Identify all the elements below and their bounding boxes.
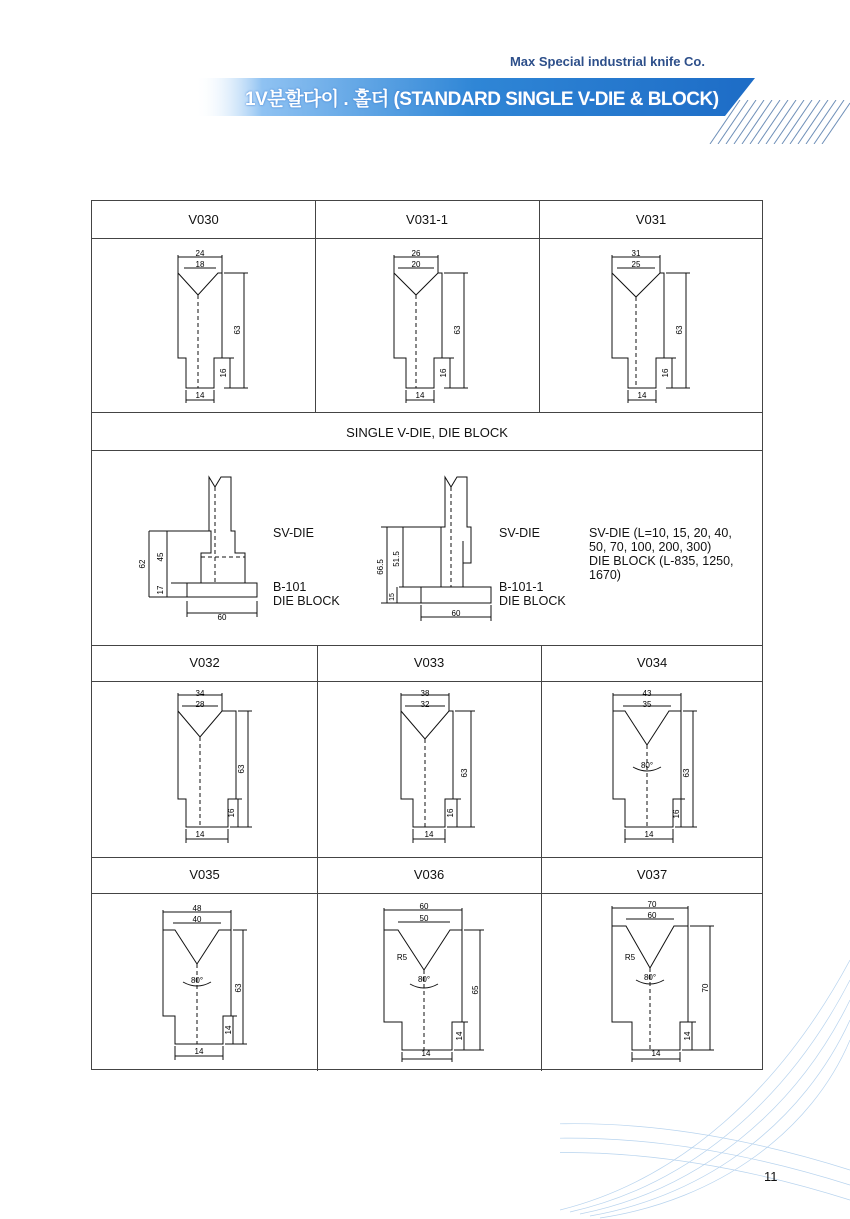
drawing-sv-die-b101 — [135, 465, 275, 625]
dim-w1: 31 — [631, 249, 641, 258]
title-v036: V036 — [413, 867, 445, 882]
svg-text:62: 62 — [138, 559, 147, 569]
svg-text:60: 60 — [647, 911, 657, 920]
drawing-v031 — [590, 245, 710, 410]
svg-text:14: 14 — [644, 830, 654, 839]
title-single-v-die: SINGLE V-DIE, DIE BLOCK — [346, 425, 508, 440]
svg-text:80°: 80° — [417, 975, 431, 984]
svg-text:38: 38 — [420, 689, 430, 698]
drawing-v031-1 — [370, 245, 490, 410]
label-sv-die-left: SV-DIE — [273, 526, 314, 540]
svg-text:80°: 80° — [190, 976, 204, 985]
svg-text:28: 28 — [195, 700, 205, 709]
svg-text:32: 32 — [420, 700, 430, 709]
dim-h2: 16 — [439, 368, 448, 378]
dim-w1: 26 — [411, 249, 421, 258]
svg-text:63: 63 — [234, 983, 243, 993]
dim-w2: 20 — [411, 260, 421, 269]
svg-text:16: 16 — [446, 808, 455, 818]
drawing-v037 — [600, 898, 720, 1063]
svg-text:70: 70 — [647, 900, 657, 909]
spec-notes — [589, 526, 734, 582]
drawing-v030 — [150, 245, 270, 410]
dim-h2: 16 — [219, 368, 228, 378]
svg-text:R5: R5 — [624, 953, 636, 962]
dim-h: 63 — [233, 325, 242, 335]
svg-text:45: 45 — [156, 552, 165, 562]
svg-text:70: 70 — [701, 983, 710, 993]
svg-text:35: 35 — [642, 700, 652, 709]
svg-text:51.5: 51.5 — [392, 551, 401, 567]
svg-text:15: 15 — [389, 593, 396, 601]
dim-w2: 25 — [631, 260, 641, 269]
svg-text:14: 14 — [421, 1049, 431, 1058]
drawing-v033 — [375, 687, 495, 847]
svg-text:60: 60 — [419, 902, 429, 911]
dim-b: 14 — [637, 391, 647, 400]
title-v031: V031 — [635, 212, 667, 227]
title-v032: V032 — [189, 655, 220, 670]
dim-w2: 18 — [195, 260, 205, 269]
title-v030: V030 — [188, 212, 219, 227]
svg-text:34: 34 — [195, 689, 205, 698]
title-v033: V033 — [413, 655, 445, 670]
svg-text:16: 16 — [227, 808, 236, 818]
svg-text:14: 14 — [455, 1031, 464, 1041]
svg-text:50: 50 — [419, 914, 429, 923]
svg-text:63: 63 — [237, 764, 246, 774]
title-v031-1: V031-1 — [406, 212, 448, 227]
drawing-v035 — [145, 898, 265, 1063]
label-b101: B-101 — [273, 580, 307, 594]
title-v035: V035 — [189, 867, 220, 882]
svg-text:63: 63 — [460, 768, 469, 778]
svg-text:17: 17 — [156, 585, 165, 595]
dim-h2: 16 — [661, 368, 670, 378]
svg-text:14: 14 — [224, 1025, 233, 1035]
page-title: 1V분할다이 . 홀더 (STANDARD SINGLE V-DIE & BLOCK) — [245, 89, 719, 110]
svg-text:60: 60 — [451, 609, 461, 618]
dim-h: 63 — [675, 325, 684, 335]
svg-text:48: 48 — [192, 904, 202, 913]
spec-line: SV-DIE (L=10, 15, 20, 40, — [589, 526, 732, 540]
drawing-v032 — [150, 687, 270, 847]
drawing-v034 — [595, 687, 715, 847]
svg-text:14: 14 — [683, 1031, 692, 1041]
svg-text:80°: 80° — [643, 973, 657, 982]
decorative-stripes — [700, 100, 850, 144]
svg-text:14: 14 — [195, 830, 205, 839]
spec-line: 50, 70, 100, 200, 300) — [589, 540, 712, 554]
label-die-block-left: DIE BLOCK — [273, 594, 340, 608]
svg-text:60: 60 — [217, 613, 227, 622]
svg-text:R5: R5 — [396, 953, 408, 962]
title-v037: V037 — [636, 867, 668, 882]
svg-text:14: 14 — [424, 830, 434, 839]
svg-text:80°: 80° — [640, 761, 654, 770]
dim-w1: 24 — [195, 249, 205, 258]
title-v034: V034 — [636, 655, 668, 670]
svg-text:16: 16 — [672, 809, 681, 819]
spec-line: DIE BLOCK (L-835, 1250, — [589, 554, 734, 568]
label-die-block-right: DIE BLOCK — [499, 594, 566, 608]
svg-text:40: 40 — [192, 915, 202, 924]
dim-b: 14 — [415, 391, 425, 400]
svg-text:66.5: 66.5 — [376, 559, 385, 575]
svg-text:43: 43 — [642, 689, 652, 698]
svg-text:14: 14 — [651, 1049, 661, 1058]
spec-line: 1670) — [589, 568, 621, 582]
company-name: Max Special industrial knife Co. — [509, 54, 705, 69]
drawing-v036 — [370, 898, 490, 1063]
label-sv-die-right: SV-DIE — [499, 526, 540, 540]
label-b101-1: B-101-1 — [499, 580, 544, 594]
svg-text:14: 14 — [194, 1047, 204, 1056]
drawing-sv-die-b101-1 — [365, 465, 505, 625]
page-number: 11 — [764, 1169, 778, 1184]
dim-h: 63 — [453, 325, 462, 335]
svg-text:63: 63 — [682, 768, 691, 778]
svg-text:65: 65 — [471, 985, 480, 995]
dim-b: 14 — [195, 391, 205, 400]
